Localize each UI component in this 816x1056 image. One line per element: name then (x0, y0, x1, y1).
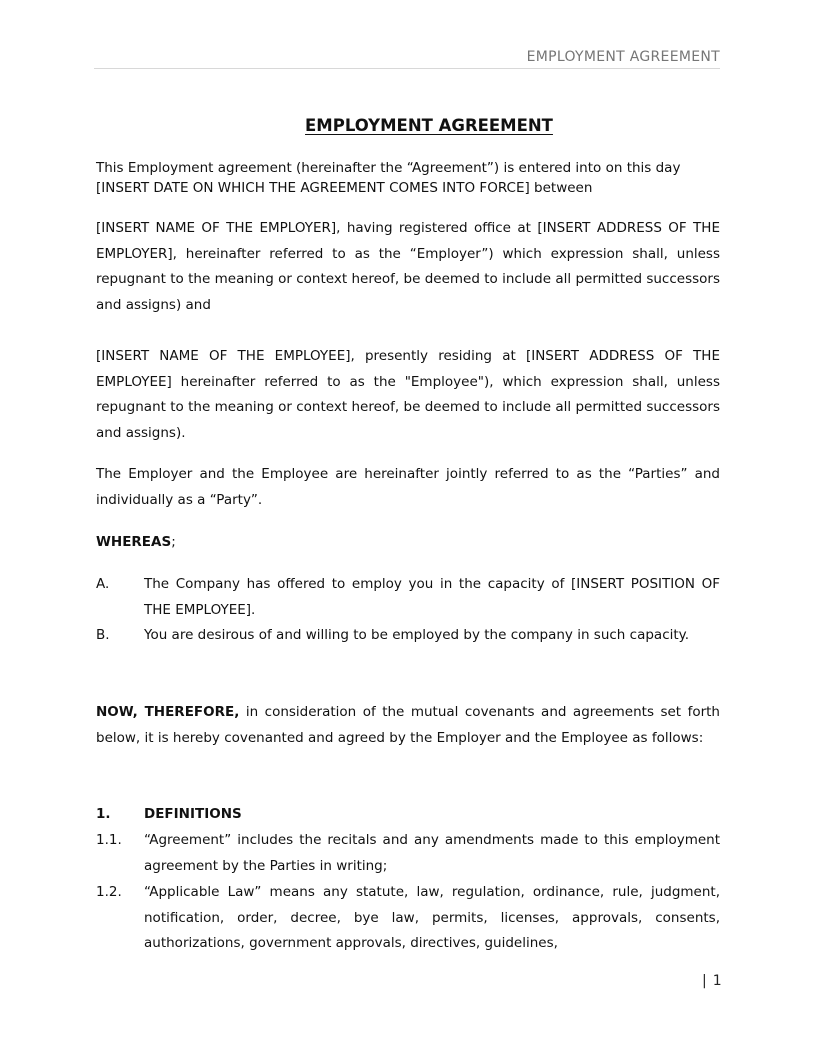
recital-text: The Company has offered to employ you in the capacity of [INSERT POSITION OF THE EMPLOYEE]. (144, 576, 720, 618)
page-footer (702, 973, 722, 989)
now-therefore-text: in consideration of the mutual covenants and agreements set forth below, it is hereby covenanted and agreed by the Employer and the Employee as follows: (96, 704, 720, 746)
clause-item (96, 880, 720, 954)
recital-item (96, 623, 720, 649)
recital-text: You are desirous of and willing to be employed by the company in such capacity. (144, 627, 690, 643)
whereas-label: WHEREAS (96, 534, 172, 550)
clause-text: “Applicable Law” means any statute, law, regulation, ordinance, rule, judgment, notification, order, decree, bye law, permits, licenses, approvals, consents, authorizations, government approvals, directives, guidelines, (144, 884, 720, 952)
whereas-heading (96, 530, 720, 556)
document-title: EMPLOYMENT AGREEMENT (305, 116, 553, 135)
recital-marker: B. (96, 627, 110, 643)
clause-number: 1.1. (96, 832, 122, 848)
page-header (94, 46, 720, 69)
section-title: DEFINITIONS (144, 806, 242, 822)
page-number: 1 (712, 973, 722, 989)
page-number-separator: | (702, 973, 707, 989)
section-heading (96, 802, 720, 828)
clause-number: 1.2. (96, 884, 122, 900)
whereas-punctuation: ; (171, 534, 176, 550)
clause-item (96, 828, 720, 879)
intro-paragraph: This Employment agreement (hereinafter the “Agreement”) is entered into on this day [INSERT DATE ON WHICH THE AGREEMENT COMES INTO FORCE] between (96, 160, 681, 196)
recital-item (96, 572, 720, 623)
section-number: 1. (96, 806, 111, 822)
parties-paragraph: The Employer and the Employee are hereinafter jointly referred to as the “Parties” and individually as a “Party”. (96, 466, 720, 508)
now-therefore-label: NOW, THEREFORE, (96, 704, 240, 720)
now-therefore-paragraph (96, 700, 720, 751)
recital-marker: A. (96, 576, 110, 592)
employer-paragraph: [INSERT NAME OF THE EMPLOYER], having registered office at [INSERT ADDRESS OF THE EMPLOYER], hereinafter referred to as the “Employer”) which expression shall, unless repugnant to the meaning or context hereof, be deemed to include all permitted successors and assigns) and (96, 220, 720, 313)
employee-paragraph: [INSERT NAME OF THE EMPLOYEE], presently residing at [INSERT ADDRESS OF THE EMPLOYEE] hereinafter referred to as the "Employee"), which expression shall, unless repugnant to the meaning or context hereof, be deemed to include all permitted successors and assigns). (96, 348, 720, 441)
running-header-title: EMPLOYMENT AGREEMENT (526, 49, 720, 65)
clause-text: “Agreement” includes the recitals and any amendments made to this employment agreement by the Parties in writing; (144, 832, 720, 874)
